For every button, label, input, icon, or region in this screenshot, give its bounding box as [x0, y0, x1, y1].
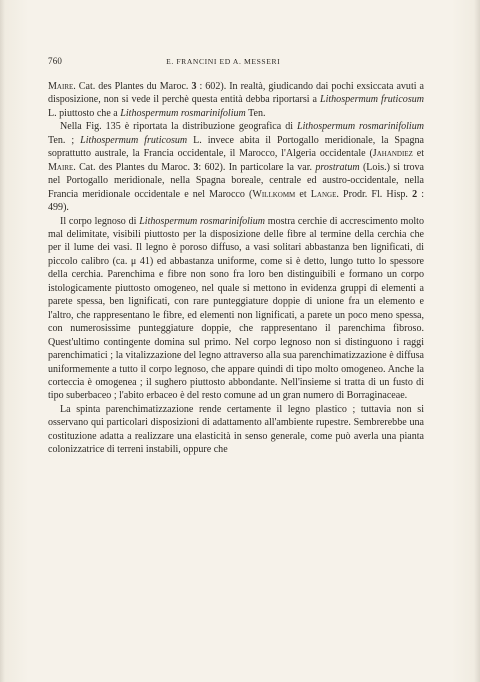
page-header: [48, 56, 422, 66]
text-run: mostra cerchie di accrescimento molto mal delimitate, visibili piuttosto per la disposizione delle fibre al termine della cerchia che per il lume dei vasi. Il legno è poroso diffuso, a vasi solitari abbastanza ben lignificati, di piccolo calibro (ca. μ 41) ed abbastanza uniforme, come si è detto, lungo tutto lo spessore della cerchia. Parenchima e fibre non sono fra loro ben distinguibili e formano un corpo istologicamente piuttosto omogeneo, nel quale si mettono in evidenza gruppi di elementi a parete spessa, ben lignificati, con rare punteggiature doppie di unione fra un elemento e l'altro, che rappresentano le fibre, ed elementi non lignificati, a parete un poco meno spessa, con numerosissime punteggiature doppie, che rappresentano il parenchima fibroso. Quest'ultimo contingente domina sul primo. Nel corpo legnoso non si distinguono i raggi parenchimatici ; la vitalizzazione del legno attraverso alla sua parenchimatizzazione è diffusa uniformemente a tutto il corpo legnoso, che appare quindi di tipo molto omogeneo. Anche la corteccia è omogenea ; il sughero piuttosto abbondante. Nell'insieme si tratta di un fusto di tipo suberbaceo ; l'abito erbaceo è del resto comune ad un gran numero di Borraginaceae.: [48, 215, 424, 402]
volume-number: 3: [193, 161, 199, 173]
text-run: Il corpo legnoso di: [60, 215, 140, 227]
text-run: : 602). In particolare la var.: [198, 161, 316, 173]
author-name: Willkomm: [252, 188, 296, 200]
text-run: Ten. ;: [48, 134, 81, 146]
text-run: . Cat. des Plantes du Maroc.: [73, 81, 192, 92]
text-run: L. invece abita il Portogallo meridionale, la Spagna soprattutto australe, la Francia occidentale, il Marocco, l'Algeria occidentale (: [48, 134, 425, 160]
text-run: : 499).: [48, 188, 425, 214]
volume-number: 3: [191, 81, 197, 92]
text-run: . Cat. des Plantes du Maroc.: [73, 161, 194, 173]
text-run: L. piuttosto che a: [48, 107, 121, 119]
author-name: Lange: [310, 188, 337, 200]
author-name: Maire: [48, 161, 74, 173]
paragraph: [48, 80, 424, 120]
running-title: E. FRANCINI ED A. MESSERI: [166, 57, 281, 66]
italic-term: Lithospermum rosmarinifolium: [297, 121, 424, 133]
italic-term: prostratum: [315, 161, 360, 173]
text-run: : 602). In realtà, giudicando dai pochi exsiccata avuti a disposizione, non si vede il perchè questa entità debba riportarsi a: [48, 81, 424, 106]
text-run: . Prodr. Fl. Hisp.: [336, 188, 413, 200]
page-number: 760: [48, 56, 63, 66]
italic-term: Lithospermum rosmarinifolium: [120, 107, 246, 119]
author-name: Jahandiez: [372, 148, 413, 160]
body-text: [48, 80, 424, 457]
volume-number: 2: [412, 188, 418, 200]
text-run: (Lois.) si trova nel Portogallo meridionale, nella Spagna boreale, centrale ed austro-occidentale, nella Francia meridionale occidentale e nel Marocco (: [48, 161, 424, 200]
italic-term: Lithospermum fruticosum: [80, 134, 188, 146]
text-run: et: [295, 188, 311, 200]
paragraph: [48, 120, 424, 214]
page-fold-shadow: [0, 0, 5, 682]
paragraph: [48, 215, 424, 403]
text-run: et: [412, 148, 424, 160]
text-run: La spinta parenchimatizzazione rende certamente il legno plastico ; tuttavia non si osservano qui particolari disposizioni di adattamento all'ambiente rupestre. Sembrerebbe una costituzione adatta a realizzare una elasticità in senso generale, come può averla una pianta colonizzatrice di terreni instabili, oppure che: [48, 403, 424, 456]
italic-term: Lithospermum fruticosum: [319, 94, 425, 106]
page-edge-shadow: [474, 0, 480, 682]
author-name: Maire: [48, 81, 74, 92]
text-run: Ten.: [245, 107, 266, 119]
italic-term: Lithospermum rosmarinifolium: [139, 215, 265, 227]
text-run: Nella Fig. 135 è riportata la distribuzione geografica di: [60, 121, 298, 133]
paragraph: [48, 403, 424, 457]
